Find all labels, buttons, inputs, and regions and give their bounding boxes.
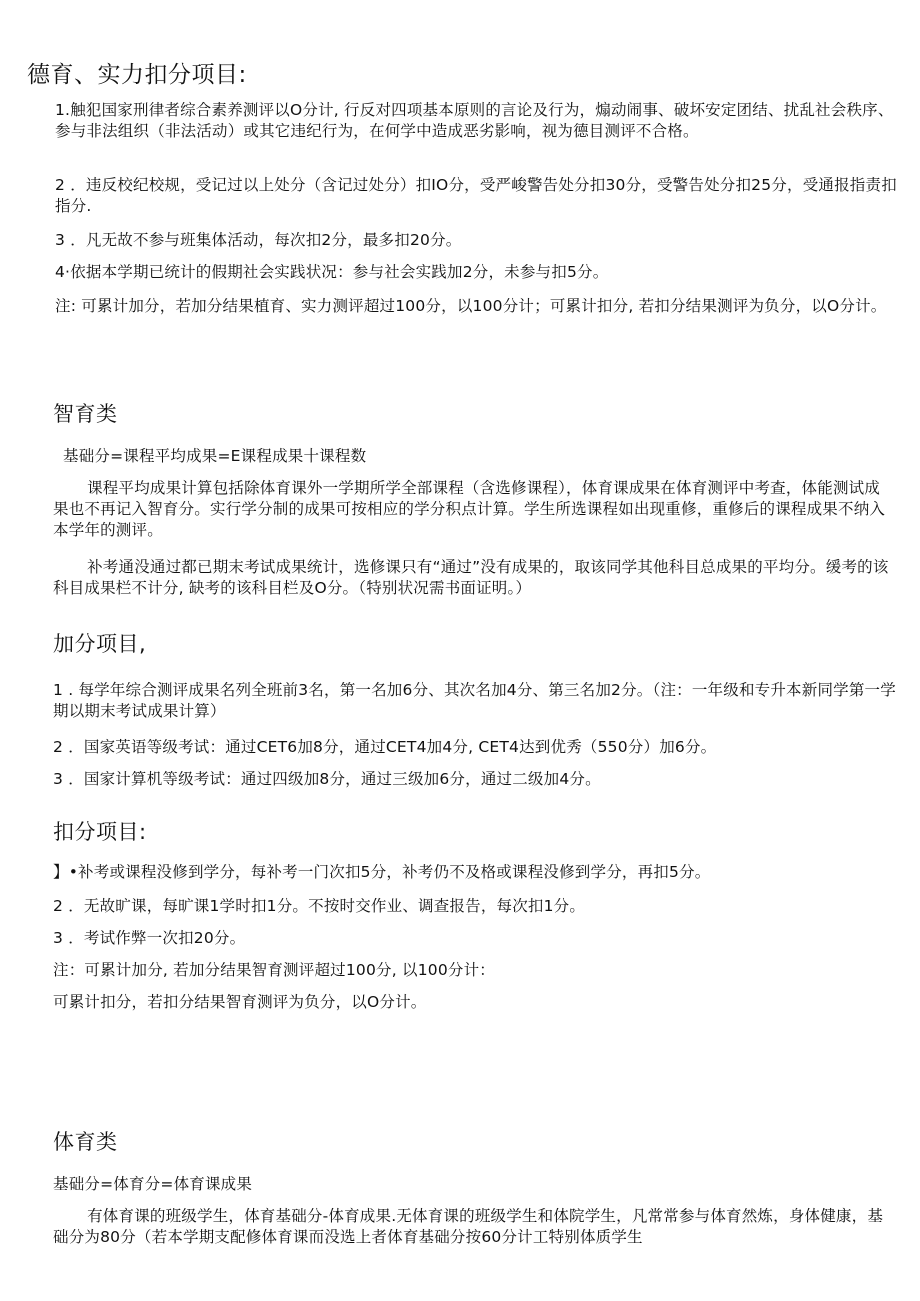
deduct-note-1: 注：可累计加分, 若加分结果智育测评超过100分, 以100分计： <box>53 961 495 979</box>
bonus-item-2: 2 ．国家英语等级考试：通过CET6加8分，通过CET4加4分, CET4达到优秀（550分）加6分。 <box>53 738 717 756</box>
moral-section-title: 德育、实力扣分项目: <box>27 62 247 88</box>
bonus-section-title: 加分项目, <box>53 632 147 656</box>
intellect-section-title: 智育类 <box>53 402 118 426</box>
intellect-formula: 基础分=课程平均成果=E课程成果十课程数 <box>63 447 367 465</box>
moral-item-2: 2 ．违反校纪校规，受记过以上处分（含记过处分）扣IO分，受严峻警告处分扣30分，受警告处分扣25分，受通报指责扣指分. <box>55 176 897 215</box>
deduct-item-1: 】•补考或课程没修到学分，每补考一门次扣5分，补考仍不及格或课程没修到学分，再扣5分。 <box>53 863 711 881</box>
pe-section-title: 体育类 <box>53 1130 118 1154</box>
moral-item-3: 3 ．凡无故不参与班集体活动，每次扣2分，最多扣20分。 <box>55 231 462 249</box>
moral-note: 注: 可累计加分，若加分结果植育、实力测评超过100分，以100分计；可累计扣分, 若扣分结果测评为负分，以O分计。 <box>55 297 887 315</box>
moral-item-1: 1.触犯国家刑律者综合素养测评以O分计, 行反对四项基本原则的言论及行为，煽动闹事、破坏安定团结、扰乱社会秩序、参与非法组织（非法活动）或其它违纪行为，在何学中造成恶劣影响，视为德目测评不合格。 <box>55 101 894 140</box>
deduct-item-3: 3 ．考试作弊一次扣20分。 <box>53 929 246 947</box>
pe-formula: 基础分=体育分=体育课成果 <box>53 1175 253 1193</box>
bonus-item-3: 3 ．国家计算机等级考试：通过四级加8分，通过三级加6分，通过二级加4分。 <box>53 770 601 788</box>
intellect-paragraph-2: 补考通没通过都已期末考试成果统计，选修课只有“通过”没有成果的，取该同学其他科目总成果的平均分。缓考的该科目成果栏不计分, 缺考的该科目栏及O分。（特别状况需书面证明。） <box>53 558 889 597</box>
deduct-item-2: 2 ．无故旷课，每旷课1学时扣1分。不按时交作业、调查报告，每次扣1分。 <box>53 897 586 915</box>
moral-item-4: 4·依据本学期已统计的假期社会实践状况：参与社会实践加2分，未参与扣5分。 <box>55 263 609 281</box>
deduct-note-2: 可累计扣分，若扣分结果智育测评为负分，以O分计。 <box>53 993 427 1011</box>
intellect-paragraph-1: 课程平均成果计算包括除体育课外一学期所学全部课程（含选修课程），体育课成果在体育测评中考查，体能测试成果也不再记入智育分。实行学分制的成果可按相应的学分积点计算。学生所选课程如出现重修，重修后的课程成果不纳入本学年的测评。 <box>53 479 886 539</box>
pe-paragraph: 有体育课的班级学生，体育基础分-体育成果.无体育课的班级学生和体院学生，凡常常参与体育然炼，身体健康，基础分为80分（若本学期支配修体育课而没选上者体育基础分按60分计工特别体质学生 <box>53 1207 884 1246</box>
deduct-section-title: 扣分项目: <box>53 820 147 844</box>
bonus-item-1: 1 . 每学年综合测评成果名列全班前3名，第一名加6分、其次名加4分、第三名加2分。（注：一年级和专升本新同学第一学期以期末考试成果计算） <box>53 681 896 720</box>
